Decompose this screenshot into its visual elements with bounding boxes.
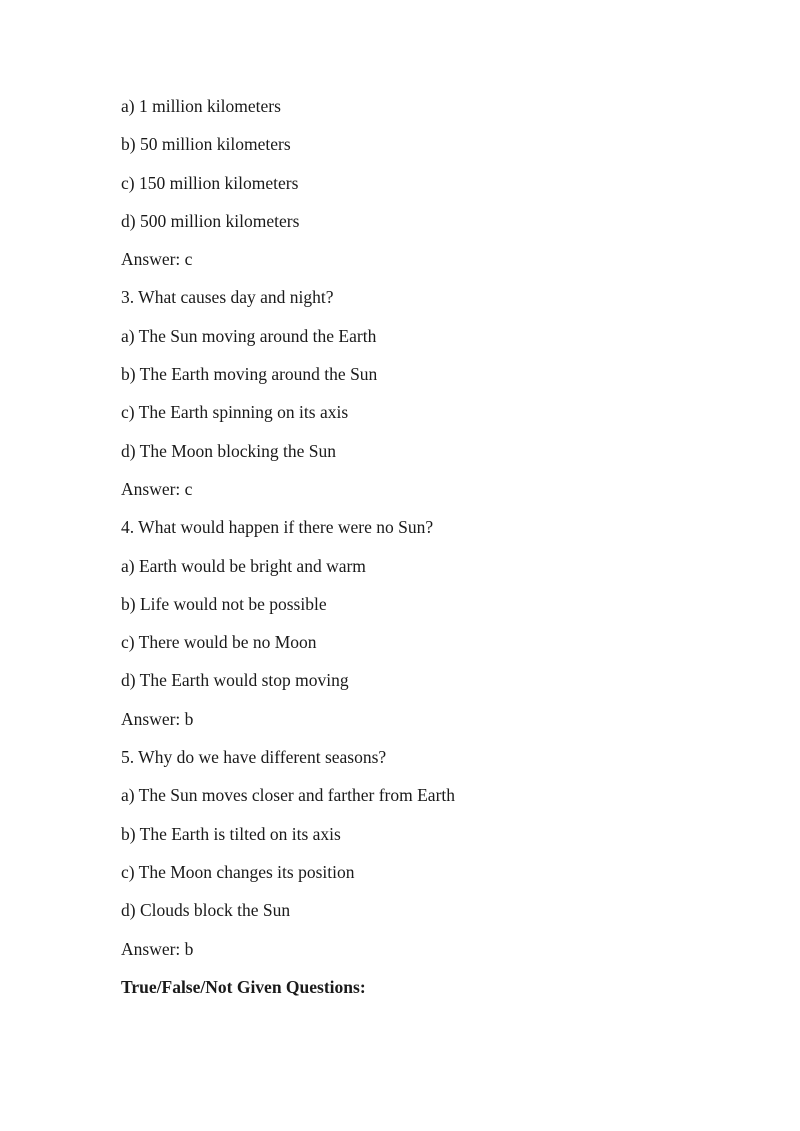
option-line: d) 500 million kilometers [121,210,300,231]
option-line: b) The Earth moving around the Sun [121,364,378,385]
question-line: 4. What would happen if there were no Sun? [121,517,434,538]
question-line: 3. What causes day and night? [121,287,334,308]
option-line: b) Life would not be possible [121,593,327,614]
option-line: c) The Moon changes its position [121,861,355,882]
answer-line: Answer: c [121,478,193,499]
answer-line: Answer: b [121,938,194,959]
option-line: c) 150 million kilometers [121,172,299,193]
answer-line: Answer: b [121,708,194,729]
option-line: d) The Earth would stop moving [121,670,349,691]
answer-line: Answer: c [121,249,193,270]
option-line: c) The Earth spinning on its axis [121,402,349,423]
document-body [121,95,741,1014]
option-line: a) The Sun moving around the Earth [121,325,377,346]
option-line: b) The Earth is tilted on its axis [121,823,341,844]
option-line: c) There would be no Moon [121,632,317,653]
option-line: d) Clouds block the Sun [121,900,291,921]
question-line: 5. Why do we have different seasons? [121,747,387,768]
section-heading: True/False/Not Given Questions: [121,976,366,997]
option-line: b) 50 million kilometers [121,134,291,155]
option-line: a) 1 million kilometers [121,96,281,116]
option-line: a) Earth would be bright and warm [121,555,366,576]
option-line: a) The Sun moves closer and farther from Earth [121,785,456,806]
option-line: d) The Moon blocking the Sun [121,440,337,461]
